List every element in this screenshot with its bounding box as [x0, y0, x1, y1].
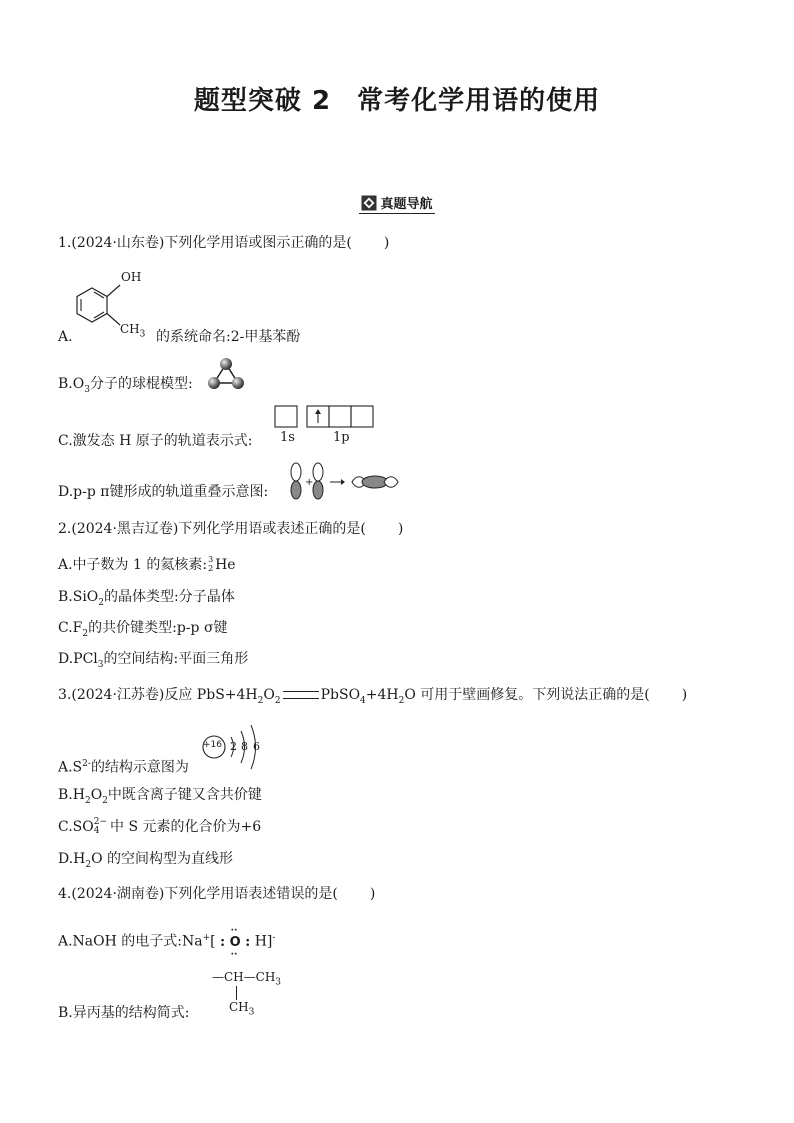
q3-option-b: $B.H_2O_2$中既含离子键又含共价键	[58, 787, 262, 806]
q3-stem: 3.(2024·江苏卷)反应 $PbS+4H_2O_2$ $PbSO_4+4H_2O$ 可用于壁画修复。下列说法正确的是( )	[58, 687, 688, 706]
q4-oxygen: O	[229, 934, 241, 950]
isopropyl-bond	[236, 986, 237, 1000]
q4-option-b: B.异丙基的结构简式:	[58, 1005, 190, 1021]
title-part2: 常考化学用语的使用	[357, 86, 601, 116]
s2-nucleus-charge: +16	[203, 740, 222, 750]
isopropyl-branch: $CH_3$	[229, 1000, 255, 1018]
q4-dots-top: ··	[230, 925, 238, 936]
q2-stem: 2.(2024·黑吉辽卷)下列化学用语或表述正确的是( )	[58, 521, 404, 537]
q1-a-oh: OH	[121, 270, 142, 284]
isopropyl-main-chain: $—CH—CH_3$	[212, 970, 282, 988]
diamond-icon	[361, 195, 377, 211]
orbital-1p-label: 1p	[333, 430, 350, 445]
q1-option-d: D.p-p π键形成的轨道重叠示意图:	[58, 484, 269, 500]
svg-text:+: +	[305, 477, 314, 488]
q1-option-a-text: 的系统命名:2-甲基苯酚	[156, 329, 301, 345]
q3-option-c: C.SO 2− 4 中 S 元素的化合价为+6	[58, 817, 262, 836]
s2-shell-1: 2	[230, 740, 237, 753]
q4-dots-right: :	[245, 933, 251, 950]
title-part1: 题型突破 2	[193, 86, 332, 116]
q4-dots-left: :	[220, 933, 226, 950]
page-title	[0, 80, 794, 117]
q1-stem: 1.(2024·山东卷)下列化学用语或图示正确的是( )	[58, 235, 390, 251]
q2-option-b: B.SiO$_2$的晶体类型:分子晶体	[58, 589, 235, 608]
q4-stem: 4.(2024·湖南卷)下列化学用语表述错误的是( )	[58, 886, 376, 902]
q2-option-a: A.中子数为 1 的氦核素: 3 2 He	[58, 555, 236, 573]
p-p-pi-overlap-diagram	[288, 462, 404, 500]
q3-option-d: $D.H_2O$ 的空间构型为直线形	[58, 851, 234, 870]
s2-shell-3: 6	[253, 740, 260, 753]
q1-option-a-label: A.	[58, 329, 73, 345]
q4-dots-bottom: ··	[230, 949, 238, 960]
equals-sign	[283, 691, 319, 699]
orbital-diagram	[274, 405, 378, 429]
banner-label: 真题导航	[380, 197, 433, 212]
q1-a-ch3: $CH_3$	[120, 322, 146, 340]
q4-option-a: A.NaOH 的电子式:Na+[ : ·· O ·· : H]-	[58, 929, 275, 952]
q1-option-b: $B.O_3$分子的球棍模型:	[58, 376, 193, 395]
ozone-ball-stick-model	[206, 356, 246, 392]
q3-option-a: $A.S^{2-}$的结构示意图为	[58, 759, 189, 776]
orbital-1s-label: 1s	[280, 430, 295, 445]
section-banner	[0, 193, 794, 215]
q1-option-c: C.激发态 H 原子的轨道表示式:	[58, 433, 253, 449]
s2-shell-2: 8	[241, 740, 248, 753]
q2-option-d: D.PCl$_3$的空间结构:平面三角形	[58, 651, 249, 670]
q2-option-c: $C.F_2$的共价键类型:p-p σ键	[58, 620, 228, 639]
